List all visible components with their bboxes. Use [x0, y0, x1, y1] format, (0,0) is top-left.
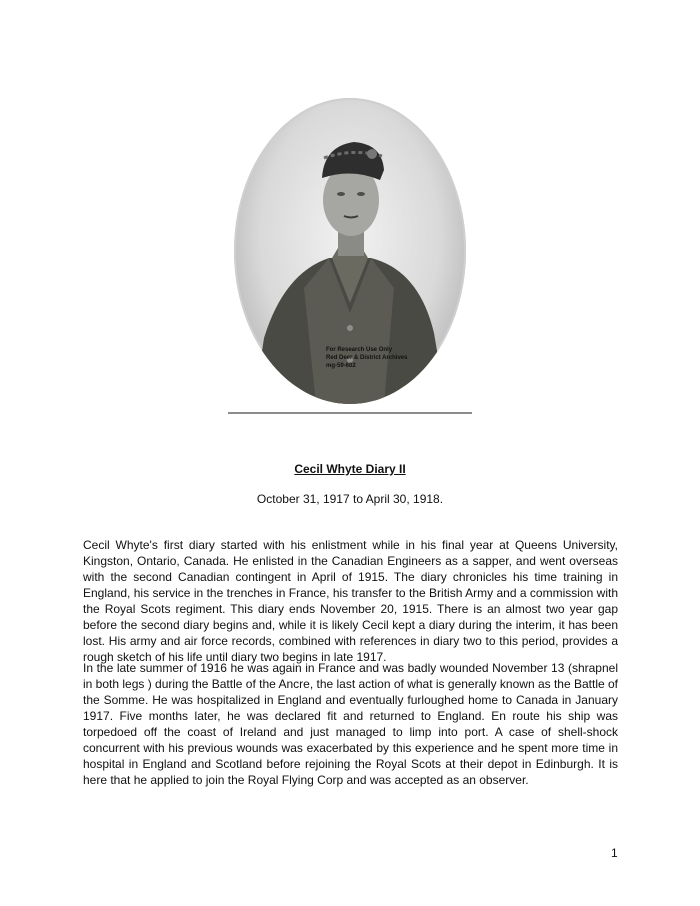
photo-underline [228, 412, 472, 414]
caption-line: mg-59-602 [326, 363, 356, 369]
page-number: 1 [611, 846, 618, 860]
body-paragraph: Cecil Whyte's first diary started with his enlistment while in his final year at Queens University, Kingston, Ontario, Canada. He enlisted in the Canadian Engineers as a sapper, and went overseas with the second Canadian contingent in April of 1915. The diary chronicles his time training in England, his service in the trenches in France, his transfer to the British Army and a commission with the Royal Scots regiment. This diary ends November 20, 1915. There is an almost two year gap before the second diary begins and, while it is likely Cecil kept a diary during the interim, it has been lost. His army and air force records, combined with references in diary two to this period, provides a rough sketch of his life until diary two begins in late 1917. [83, 538, 618, 664]
portrait-photo [228, 98, 472, 416]
caption-line: Red Deer & District Archives [326, 355, 408, 361]
body-paragraph: In the late summer of 1916 he was again in France and was badly wounded November 13 (shrapnel in both legs ) during the Battle of the Ancre, the last action of what is generally known as the Battle of the Somme. He was hospitalized in England and eventually furloughed home to Canada in January 1917. Five months later, he was declared fit and returned to England. En route his ship was torpedoed off the coast of Ireland and just managed to limp into port. A case of shell-shock concurrent with his previous wounds was exacerbated by this experience and he spent more time in hospital in England and Scotland before rejoining the Royal Scots at their depot in Edinburgh. It is here that he applied to join the Royal Flying Corp and was accepted as an observer. [83, 661, 618, 787]
caption-line: For Research Use Only [326, 347, 393, 353]
document-title: Cecil Whyte Diary II [294, 462, 406, 476]
date-range: October 31, 1917 to April 30, 1918. [256, 492, 444, 506]
portrait-oval [234, 98, 466, 404]
archive-caption [326, 346, 407, 370]
